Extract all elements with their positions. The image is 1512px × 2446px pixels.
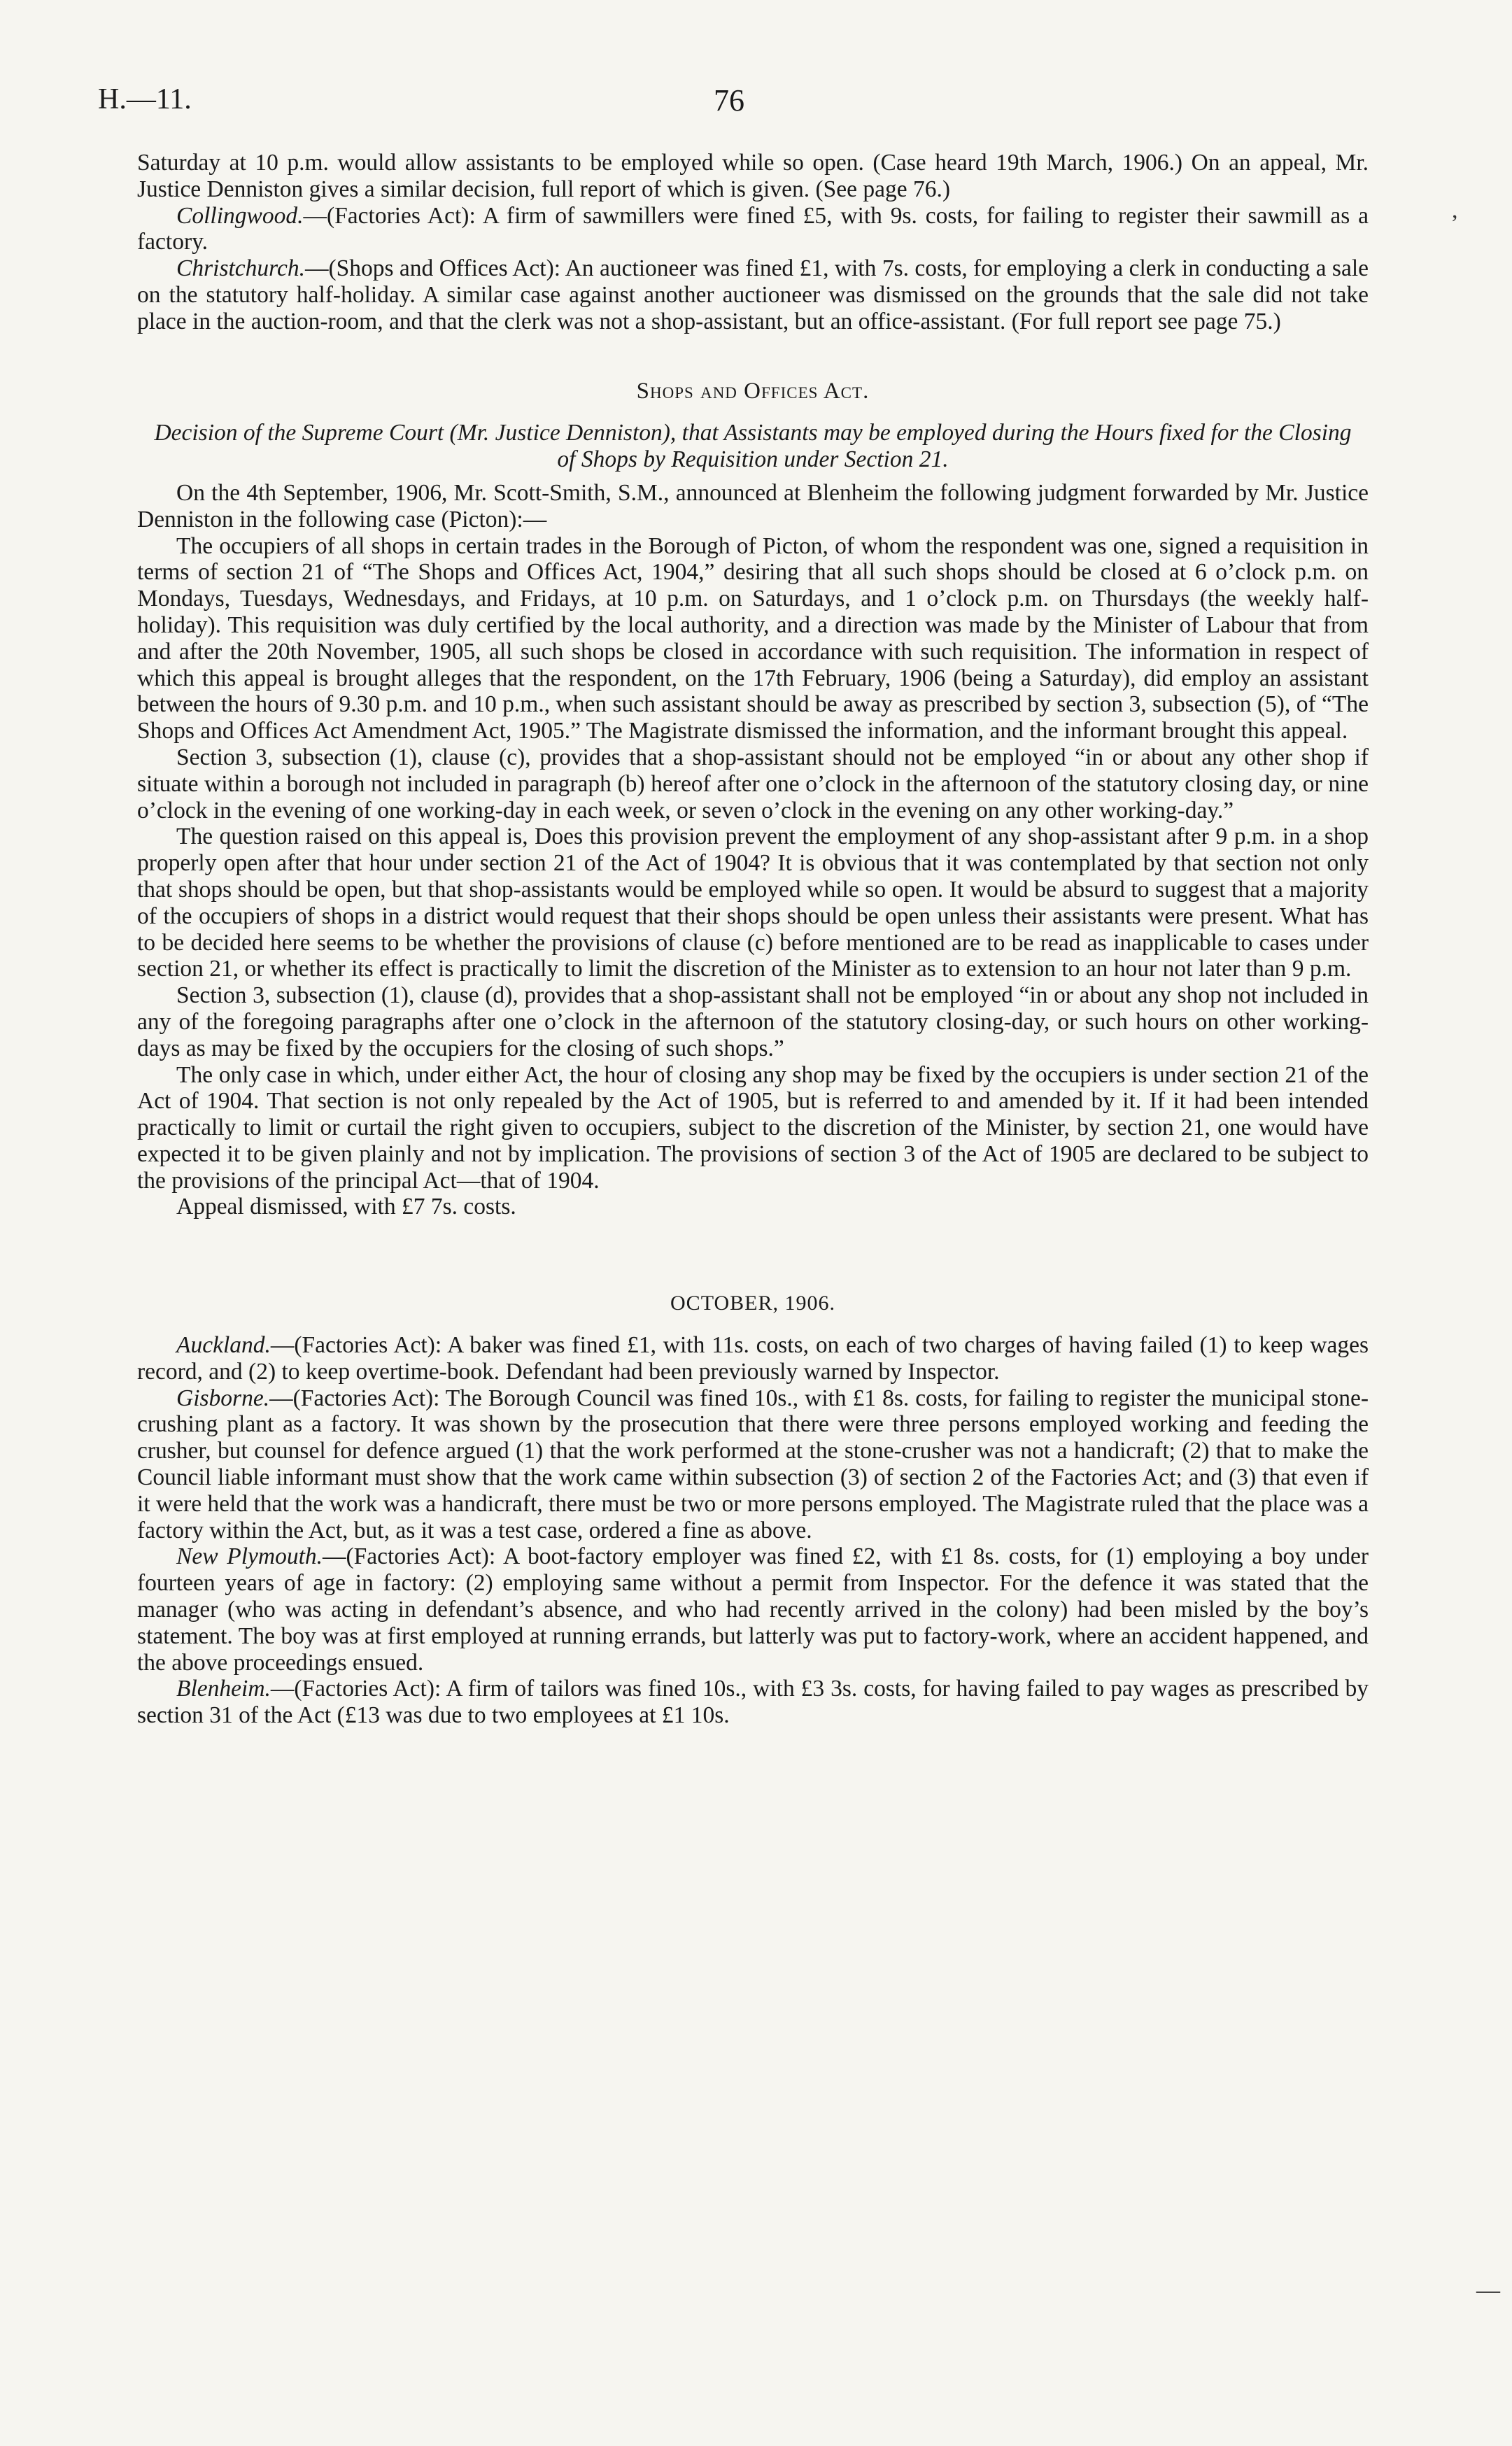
judgment-outcome: Appeal dismissed, with £7 7s. costs.: [176, 1194, 516, 1220]
page-number: 76: [714, 83, 744, 118]
margin-mark-dash: —: [1476, 2277, 1500, 2303]
case-text: —(Factories Act): A firm of sawmillers were fined £5, with 9s. costs, for failing to register their sawmill as a factory.: [137, 202, 1369, 255]
place-name: Christchurch.: [176, 255, 305, 282]
place-name: Collingwood.: [176, 202, 304, 229]
place-name: Gisborne.: [176, 1385, 270, 1411]
judgment-paragraph: Section 3, subsection (1), clause (c), provides that a shop-assistant should not be employed “in or about any other shop if situate within a borough not included in paragraph (b) hereof after one o’clock in the afternoon of the statutory closing day, or nine o’clock in the evening of one working-day in each week, or seven o’clock in the evening on any other working-day.”: [137, 744, 1369, 823]
case-christchurch: [137, 255, 1369, 334]
case-text: —(Shops and Offices Act): An auctioneer was fined £1, with 7s. costs, for employing a clerk in conducting a sale on the statutory half-holiday. A similar case against another auctioneer was dismissed on the grounds that the sale did not take place in the auction-room, and that the clerk was not a shop-assistant, but an office-assistant. (For full report see page 75.): [137, 255, 1369, 334]
section-subheading: Decision of the Supreme Court (Mr. Justice Denniston), that Assistants may be employed during the Hours fixed for the Closing of Shops by Requisition under Section 21.: [154, 420, 1352, 473]
paragraph-continuation: Saturday at 10 p.m. would allow assistants to be employed while so open. (Case heard 19th March, 1906.) On an appeal, Mr. Justice Denniston gives a similar decision, full report of which is given. (See page 76.): [137, 150, 1369, 202]
judgment-paragraph: The occupiers of all shops in certain trades in the Borough of Picton, of whom the respondent was one, signed a requisition in terms of section 21 of “The Shops and Offices Act, 1904,” desiring that all such shops should be closed at 6 o’clock p.m. on Mondays, Tuesdays, Wednesdays, and Fridays, at 10 p.m. on Saturdays, and 1 o’clock p.m. on Thursdays (the weekly half-holiday). This requisition was duly certified by the local authority, and a direction was made by the Minister of Labour that from and after the 20th November, 1905, all such shops be closed in accordance with such requisition. The information in respect of which this appeal is brought alleges that the respondent, on the 17th February, 1906 (being a Saturday), did employ an assistant between the hours of 9.30 p.m. and 10 p.m., when such assistant should be away as prescribed by section 3, subsection (5), of “The Shops and Offices Act Amendment Act, 1905.” The Magistrate dismissed the information, and the informant brought this appeal.: [137, 532, 1369, 744]
case-text: —(Factories Act): A baker was fined £1, with 11s. costs, on each of two charges of having failed (1) to keep wages record, and (2) to keep overtime-book. Defendant had been previously warned by Inspector.: [137, 1332, 1369, 1385]
judgment-paragraph: The question raised on this appeal is, Does this provision prevent the employment of any shop-assistant after 9 p.m. in a shop properly open after that hour under section 21 of the Act of 1904? It is obvious that it was contemplated by that section not only that shops should be open, but that shop-assistants would be employed while so open. It would be absurd to suggest that a majority of the occupiers of shops in a district would request that their shops should be open unless their assistants were present. What has to be decided here seems to be whether the provisions of clause (c) before mentioned are to be read as inapplicable to cases under section 21, or whether its effect is practically to limit the discretion of the Minister as to extension to an hour not later than 9 p.m.: [137, 823, 1369, 982]
case-gisborne: [137, 1385, 1369, 1544]
place-name: Auckland.: [176, 1332, 271, 1359]
margin-mark-comma: ,: [1452, 197, 1458, 223]
case-auckland: [137, 1332, 1369, 1385]
case-text: —(Factories Act): The Borough Council was fined 10s., with £1 8s. costs, for failing to register the municipal stone-crushing plant as a factory. It was shown by the prosecution that there were three persons employed working and feeding the crusher, but counsel for defence argued (1) that the work performed at the stone-crusher was not a handicraft; (2) that to make the Council liable informant must show that the work came within subsection (3) of section 2 of the Factories Act; and (3) that even if it were held that the work was a handicraft, there must be two or more persons employed. The Magistrate ruled that the place was a factory within the Act, but, as it was a test case, ordered a fine as above.: [137, 1385, 1369, 1543]
judgment-paragraph: Section 3, subsection (1), clause (d), provides that a shop-assistant shall not be employed “in or about any shop not included in any of the foregoing paragraphs after one o’clock in the afternoon of the statutory closing-day, or such hours on other working-days as may be fixed by the occupiers for the closing of such shops.”: [137, 982, 1369, 1061]
case-text: —(Factories Act): A firm of tailors was fined 10s., with £3 3s. costs, for having failed to pay wages as prescribed by section 31 of the Act (£13 was due to two employees at £1 10s.: [137, 1676, 1369, 1729]
place-name: Blenheim.: [176, 1676, 271, 1702]
case-collingwood: [137, 203, 1369, 256]
case-new-plymouth: [137, 1543, 1369, 1676]
main-text-column: [137, 150, 1369, 1729]
judgment-paragraph: On the 4th September, 1906, Mr. Scott-Smith, S.M., announced at Blenheim the following judgment forwarded by Mr. Justice Denniston in the following case (Picton):—: [137, 479, 1369, 532]
month-heading: OCTOBER, 1906.: [670, 1292, 835, 1315]
section-heading: Shops and Offices Act.: [636, 378, 870, 404]
case-text: —(Factories Act): A boot-factory employer was fined £2, with £1 8s. costs, for (1) employing a boy under fourteen years of age in factory: (2) employing same without a permit from Inspector. For the defence it was stated that the manager (who was acting in defendant’s absence, and who had recently arrived in the colony) had been misled by the boy’s statement. The boy was at first employed at running errands, but latterly was put to factory-work, where an accident happened, and the above proceedings ensued.: [137, 1543, 1369, 1676]
judgment-paragraph: The only case in which, under either Act, the hour of closing any shop may be fixed by the occupiers is under section 21 of the Act of 1904. That section is not only repealed by the Act of 1905, but is referred to and amended by it. If it had been intended practically to limit or curtail the right given to occupiers, subject to the discretion of the Minister, by section 21, one would have expected it to be given plainly and not by implication. The provisions of section 3 of the Act of 1905 are declared to be subject to the provisions of the principal Act—that of 1904.: [137, 1061, 1369, 1194]
document-code: H.—11.: [98, 83, 192, 115]
case-blenheim: [137, 1676, 1369, 1729]
place-name: New Plymouth.: [176, 1543, 323, 1570]
